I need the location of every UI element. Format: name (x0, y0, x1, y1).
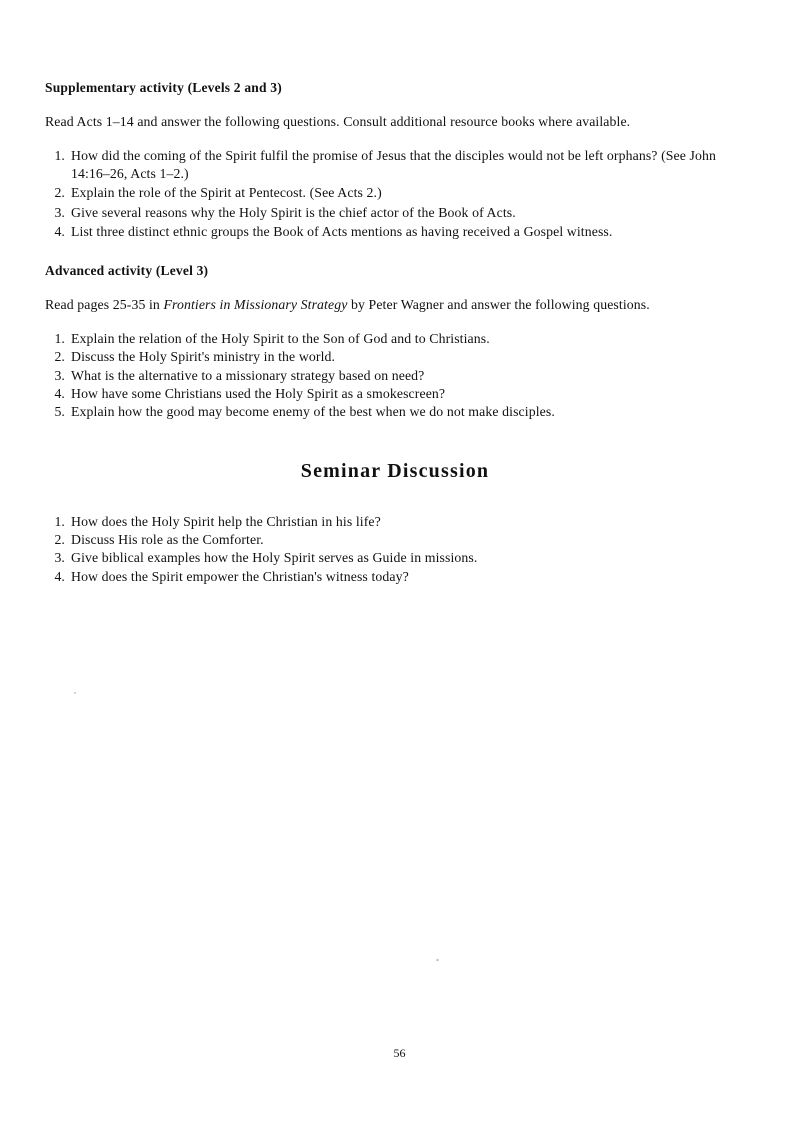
list-marker: 2. (54, 532, 65, 548)
advanced-intro-part2: by Peter Wagner and answer the following questions. (347, 297, 650, 313)
list-item (45, 513, 745, 531)
list-item (45, 348, 745, 366)
list-item (45, 223, 745, 241)
list-marker: 2. (54, 185, 65, 201)
list-marker: 5. (54, 404, 65, 420)
list-item-text: Discuss His role as the Comforter. (71, 532, 264, 548)
list-marker: 2. (54, 349, 65, 365)
list-item-text: How have some Christians used the Holy Spirit as a smokescreen? (71, 386, 446, 401)
list-item (45, 184, 745, 202)
advanced-activity-list (45, 330, 745, 422)
list-marker: 1. (54, 513, 65, 529)
paper-speck (436, 959, 439, 961)
list-item-text: Give several reasons why the Holy Spirit is the chief actor of the Book of Acts. (71, 204, 516, 220)
list-item (45, 568, 745, 586)
list-item (45, 385, 745, 403)
list-item-text: How does the Holy Spirit help the Christian in his life? (71, 513, 381, 529)
list-item (45, 549, 745, 567)
list-item (45, 531, 745, 549)
seminar-discussion-title: Seminar Discussion (300, 459, 490, 482)
list-marker: 3. (54, 367, 65, 383)
list-marker: 1. (54, 330, 65, 346)
list-item-text: How did the coming of the Spirit fulfil the promise of Jesus that the disciples would not be left orphans? (See John 14:16–26, Acts 1–2.) (71, 147, 716, 181)
book-title: Frontiers in Missionary Strategy (163, 297, 348, 313)
list-marker: 4. (54, 224, 65, 239)
list-item-text: How does the Spirit empower the Christian's witness today? (71, 568, 409, 584)
advanced-activity-heading: Advanced activity (Level 3) (45, 263, 209, 279)
supplementary-activity-intro: Read Acts 1–14 and answer the following questions. Consult additional resource books where available. (45, 114, 631, 129)
list-item-text: List three distinct ethnic groups the Book of Acts mentions as having received a Gospel witness. (71, 224, 613, 239)
supplementary-activity-list (45, 147, 745, 242)
list-item-text: Discuss the Holy Spirit's ministry in the world. (71, 349, 336, 365)
list-item (45, 367, 745, 385)
list-item (45, 330, 745, 348)
page-number: 56 (393, 1046, 406, 1060)
list-marker: 3. (54, 550, 65, 566)
list-item (45, 204, 745, 222)
list-item-text: Explain how the good may become enemy of the best when we do not make disciples. (71, 404, 555, 420)
paper-speck (74, 692, 76, 694)
list-item (45, 403, 745, 421)
seminar-discussion-list (45, 513, 745, 586)
list-marker: 3. (54, 204, 65, 220)
list-item-text: Explain the relation of the Holy Spirit to the Son of God and to Christians. (71, 330, 490, 346)
list-marker: 1. (54, 147, 65, 163)
list-item-text: Give biblical examples how the Holy Spirit serves as Guide in missions. (71, 550, 478, 566)
list-item (45, 147, 745, 184)
list-marker: 4. (54, 568, 65, 584)
supplementary-activity-heading: Supplementary activity (Levels 2 and 3) (45, 80, 282, 95)
advanced-intro-part1: Read pages 25-35 in (45, 297, 164, 313)
list-item-text: What is the alternative to a missionary strategy based on need? (71, 367, 425, 383)
page-content (45, 80, 745, 586)
list-item-text: Explain the role of the Spirit at Pentecost. (See Acts 2.) (71, 185, 382, 201)
advanced-activity-intro (45, 296, 745, 315)
list-marker: 4. (54, 386, 65, 401)
